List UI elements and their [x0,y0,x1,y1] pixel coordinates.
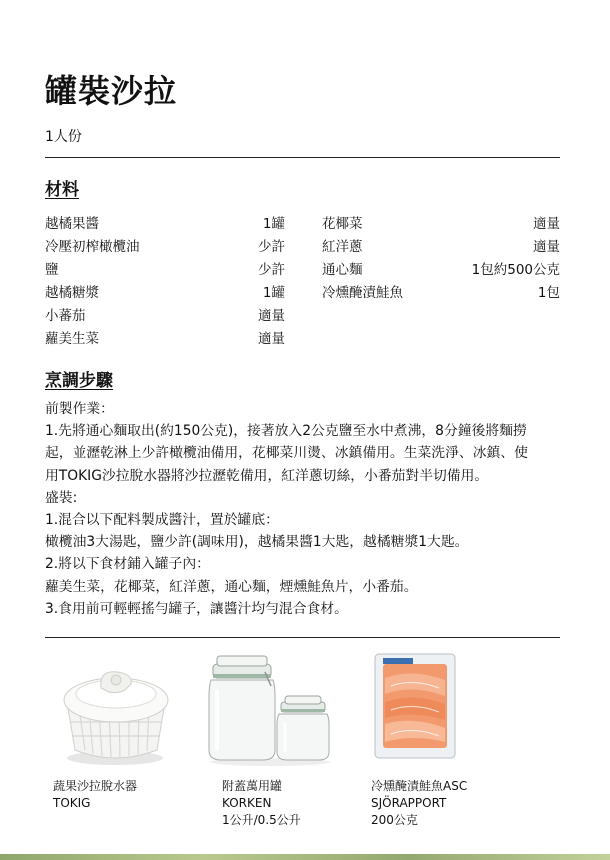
step-line: 1.先將通心麵取出(約150公克)，接著放入2公克鹽至水中煮沸，8分鐘後將麵撈 [45,423,527,440]
ingredient-row [45,305,285,328]
ingredient-qty: 少許 [258,239,285,255]
step-line: 蘿美生菜，花椰菜，紅洋蔥，通心麵，煙燻鮭魚片，小番茄。 [45,578,418,595]
ingredient-row [45,282,285,305]
ingredient-row [45,213,285,236]
ingredient-name: 紅洋蔥 [322,239,363,255]
ingredient-qty: 適量 [258,331,285,347]
ingredient-name: 越橘果醬 [45,216,99,232]
ingredient-qty: 1罐 [262,216,285,232]
product-salad-spinner [53,650,193,812]
ingredient-name: 花椰菜 [322,216,363,232]
product-model: KORKEN [222,796,272,810]
ingredient-name: 通心麵 [322,262,363,278]
step-line: 起，並瀝乾淋上少許橄欖油備用，花椰菜川燙、冰鎮備用。生菜洗淨、冰鎮、使 [45,445,528,462]
ingredient-row [322,236,560,259]
step-line: 盛裝: [45,489,78,506]
steps-heading: 烹調步驟 [45,371,113,391]
ingredient-row [322,213,560,236]
step-line: 橄欖油3大湯匙，鹽少許(調味用)，越橘果醬1大匙，越橘糖漿1大匙。 [45,534,469,551]
product-model: TOKIG [53,796,91,810]
product-spec: 1公升/0.5公升 [222,813,301,827]
ingredients-heading: 材料 [45,180,79,200]
ingredient-qty: 少許 [258,262,285,278]
ingredient-row [322,282,560,305]
ingredient-row [45,328,285,351]
product-name: 冷燻醃漬鮭魚ASC [371,779,468,793]
decorative-border [0,854,610,860]
ingredient-row [45,236,285,259]
step-line: 用TOKIG沙拉脫水器將沙拉瀝乾備用，紅洋蔥切絲，小番茄對半切備用。 [45,467,489,484]
ingredient-qty: 適量 [533,216,560,232]
steps-text [45,398,560,620]
ingredients-list-left [45,213,285,351]
ingredient-qty: 1包 [537,285,560,301]
ingredient-row [45,259,285,282]
product-model: SJÖRAPPORT [371,796,447,810]
ingredient-row [322,259,560,282]
product-spec: 200公克 [371,813,418,827]
ingredient-qty: 適量 [533,239,560,255]
ingredient-name: 越橘糖漿 [45,285,99,301]
ingredient-name: 冷壓初榨橄欖油 [45,239,140,255]
ingredient-name: 小蕃茄 [45,308,86,324]
ingredient-name: 鹽 [45,262,59,278]
product-salmon [368,650,538,829]
ingredient-qty: 1包約500公克 [471,262,560,278]
ingredient-qty: 適量 [258,308,285,324]
servings-label: 1人份 [45,129,82,145]
product-korken-jar [205,650,345,829]
ingredient-qty: 1罐 [262,285,285,301]
ingredient-name: 冷燻醃漬鮭魚 [322,285,403,301]
ingredient-name: 蘿美生菜 [45,331,99,347]
divider [45,157,560,158]
step-line: 2.將以下食材鋪入罐子內： [45,556,210,573]
step-line: 1.混合以下配料製成醬汁，置於罐底： [45,512,279,529]
product-name: 蔬果沙拉脫水器 [53,779,138,793]
salmon-pack-icon [373,650,473,770]
recipe-title: 罐裝沙拉 [45,72,178,110]
salad-spinner-icon [53,650,183,770]
product-name: 附蓋萬用罐 [222,779,283,793]
ingredients-list-right [322,213,560,305]
step-line: 3.食用前可輕輕搖勻罐子，讓醬汁均勻混合食材。 [45,600,348,617]
divider [45,637,560,638]
glass-jar-icon [205,650,335,770]
step-line: 前製作業： [45,401,114,417]
